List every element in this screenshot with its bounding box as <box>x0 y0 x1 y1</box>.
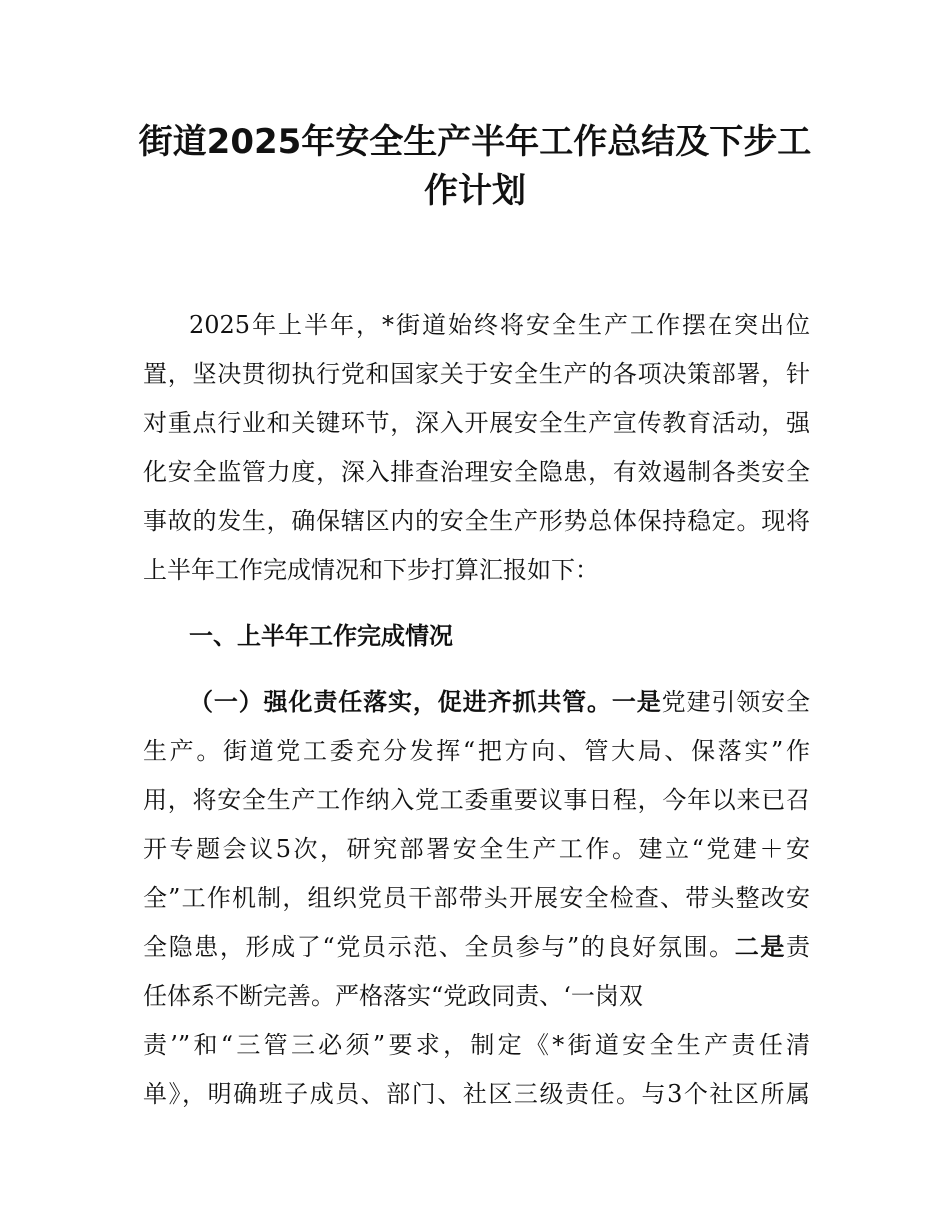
body-paragraph-line <box>143 922 810 972</box>
body-text: 党建引领安全 <box>661 688 810 716</box>
body-text: 责 <box>786 933 810 961</box>
document-title-line-2: 作计划 <box>424 171 526 211</box>
subsection-heading: （一）强化责任落实，促进齐抓共管。 <box>189 688 612 716</box>
intro-paragraph-line: 置，坚决贯彻执行党和国家关于安全生产的各项决策部署，针 <box>143 360 810 388</box>
body-text: 全隐患，形成了“党员示范、全员参与”的良好氛围。 <box>143 933 735 961</box>
body-paragraph-line: 任体系不断完善。严格落实“党政同责、‘一岗双 <box>143 982 643 1010</box>
intro-paragraph-line: 化安全监管力度，深入排查治理安全隐患，有效遏制各类安全 <box>143 458 810 486</box>
intro-paragraph-line: 事故的发生，确保辖区内的安全生产形势总体保持稳定。现将 <box>143 507 810 535</box>
body-paragraph-line: 生产。街道党工委充分发挥“把方向、管大局、保落实”作 <box>143 737 810 765</box>
body-paragraph-line: 责’”和“三管三必须”要求，制定《*街道安全生产责任清 <box>143 1031 810 1059</box>
point-label: 二是 <box>734 933 786 961</box>
point-label: 一是 <box>611 688 662 716</box>
body-paragraph-line: 用，将安全生产工作纳入党工委重要议事日程，今年以来已召 <box>143 786 810 814</box>
intro-paragraph-line: 对重点行业和关键环节，深入开展安全生产宣传教育活动，强 <box>143 409 810 437</box>
intro-paragraph-line: 上半年工作完成情况和下步打算汇报如下： <box>143 556 599 584</box>
body-paragraph-line: 单》，明确班子成员、部门、社区三级责任。与3个社区所属 <box>143 1080 810 1108</box>
document-title-line-1: 街道2025年安全生产半年工作总结及下步工 <box>138 122 812 162</box>
intro-paragraph-line: 2025年上半年，*街道始终将安全生产工作摆在突出位 <box>189 311 810 339</box>
body-paragraph-line <box>189 677 810 727</box>
body-paragraph-line: 全”工作机制，组织党员干部带头开展安全检查、带头整改安 <box>143 884 810 912</box>
body-paragraph-line: 开专题会议5次，研究部署安全生产工作。建立“党建＋安 <box>143 835 810 863</box>
section-heading: 一、上半年工作完成情况 <box>189 622 453 650</box>
